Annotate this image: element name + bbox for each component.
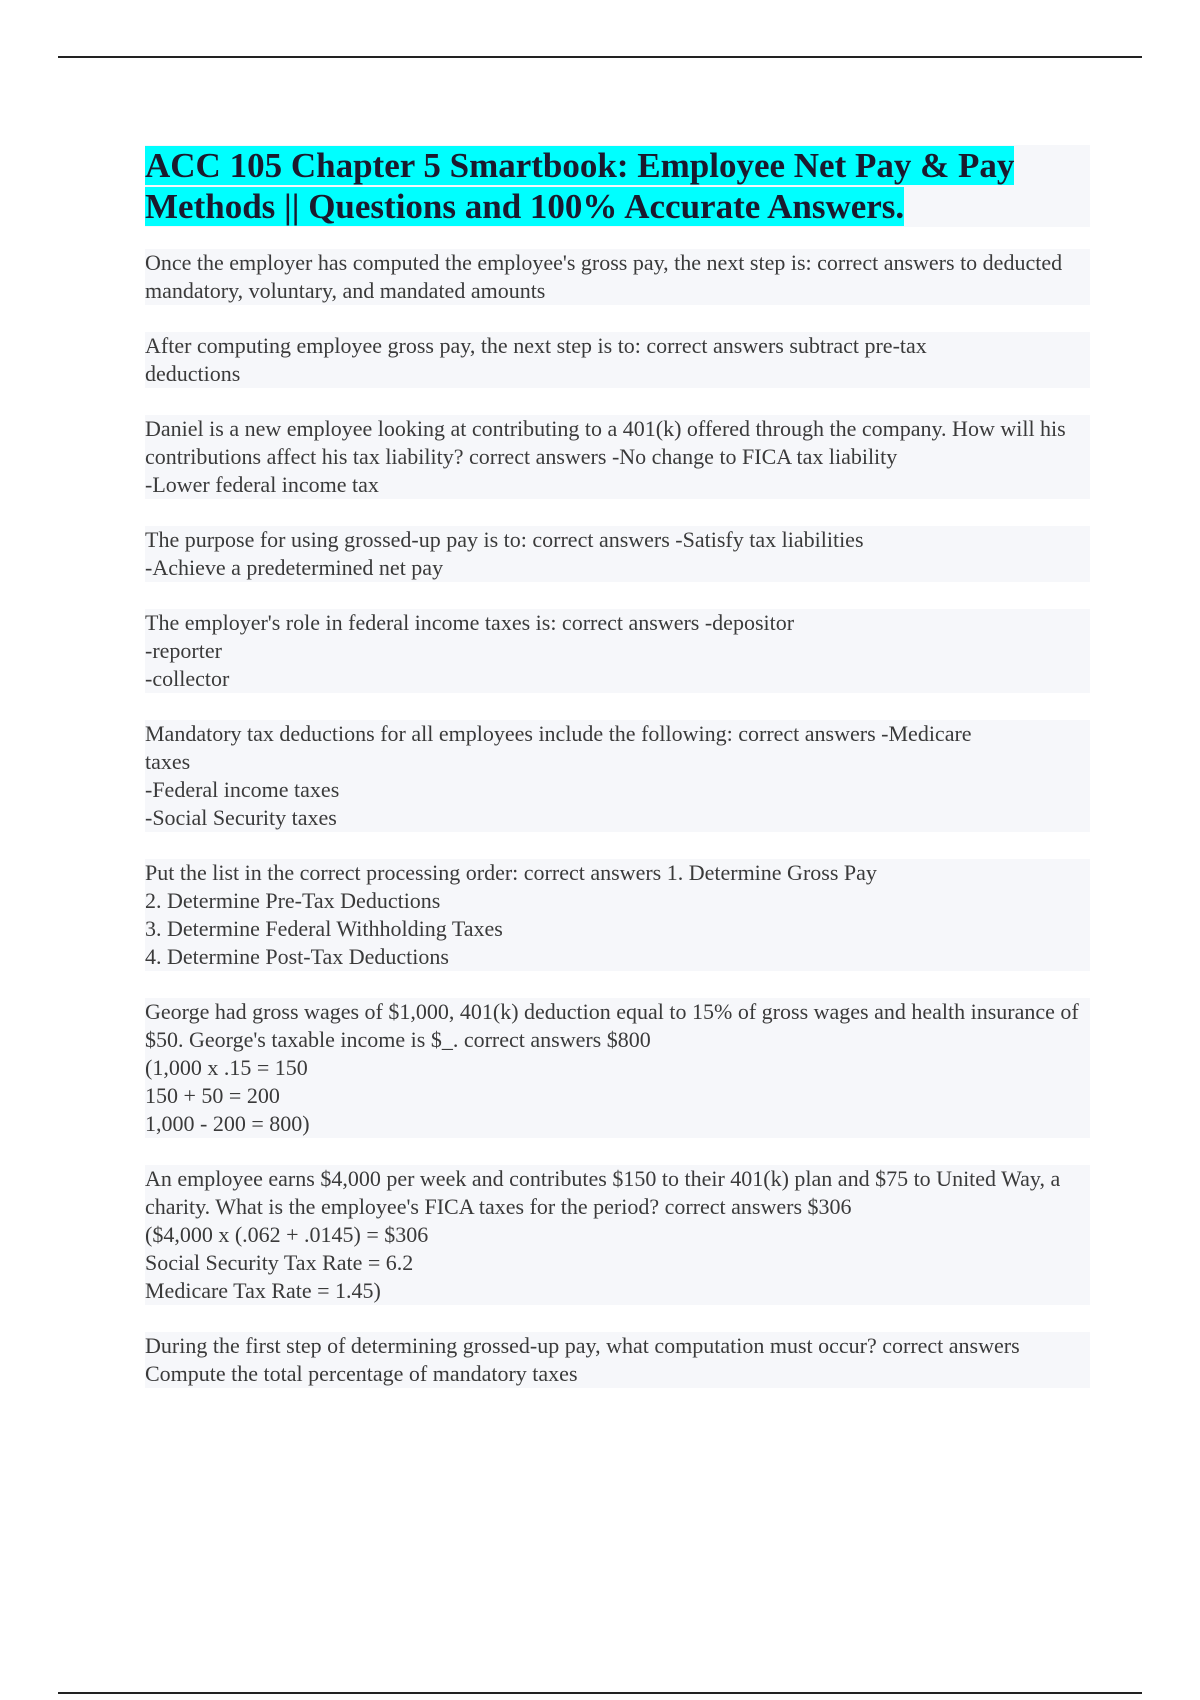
qa-entry-5: The employer's role in federal income taxes is: correct answers -depositor -reporter -collector [145,609,1090,693]
qa-entry-10: During the first step of determining grossed-up pay, what computation must occur? correct answers Compute the total percentage of mandatory taxes [145,1332,1090,1388]
qa-entry-2: After computing employee gross pay, the next step is to: correct answers subtract pre-tax deductions [145,332,1090,388]
document-title [145,145,1090,227]
qa-entry-9: An employee earns $4,000 per week and contributes $150 to their 401(k) plan and $75 to United Way, a charity. What is the employee's FICA taxes for the period? correct answers $306 ($4,000 x (.062 + .0145) = $306 Social Security Tax Rate = 6.2 Medicare Tax Rate = 1.45) [145,1165,1090,1305]
document-title-text: ACC 105 Chapter 5 Smartbook: Employee Net Pay & Pay Methods || Questions and 100% Accurate Answers. [145,146,1015,226]
qa-entry-1: Once the employer has computed the employee's gross pay, the next step is: correct answers to deducted mandatory, voluntary, and mandated amounts [145,249,1090,305]
qa-entry-8: George had gross wages of $1,000, 401(k) deduction equal to 15% of gross wages and health insurance of $50. George's taxable income is $_. correct answers $800 (1,000 x .15 = 150 150 + 50 = 200 1,000 - 200 = 800) [145,998,1090,1138]
qa-entry-4: The purpose for using grossed-up pay is to: correct answers -Satisfy tax liabilities -Achieve a predetermined net pay [145,526,1090,582]
qa-entry-3: Daniel is a new employee looking at contributing to a 401(k) offered through the company. How will his contributions affect his tax liability? correct answers -No change to FICA tax liability -Lower federal income tax [145,415,1090,499]
title-block [145,145,1090,227]
qa-entry-6: Mandatory tax deductions for all employees include the following: correct answers -Medicare taxes -Federal income taxes -Social Security taxes [145,720,1090,832]
document-body [145,145,1090,1415]
qa-entry-7: Put the list in the correct processing order: correct answers 1. Determine Gross Pay 2. Determine Pre-Tax Deductions 3. Determine Federal Withholding Taxes 4. Determine Post-Tax Deductions [145,859,1090,971]
bottom-rule [58,1692,1142,1694]
top-rule [58,56,1142,58]
